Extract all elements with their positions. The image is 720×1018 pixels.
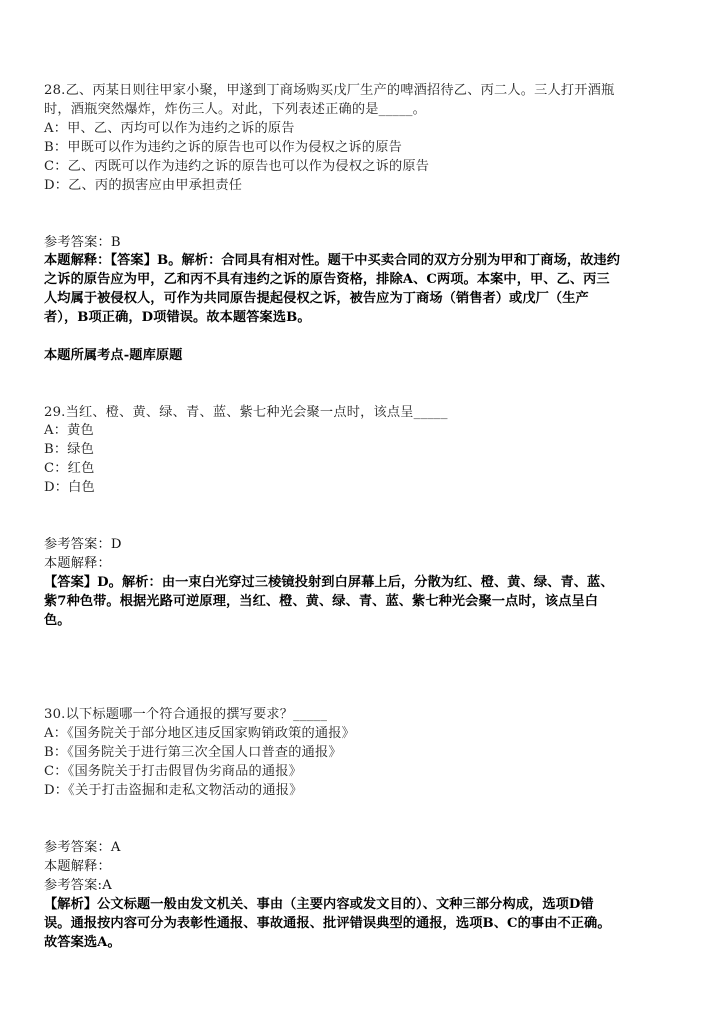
q30-stem: 30.以下标题哪一个符合通报的撰写要求？_____ — [44, 707, 328, 722]
q30-option-b: B：《国务院关于进行第三次全国人口普查的通报》 — [44, 745, 342, 760]
q29-explanation-label: 本题解释： — [44, 556, 111, 571]
q30-option-d: D：《关于打击盗掘和走私文物活动的通报》 — [44, 783, 303, 798]
q28-stem-line-2: 时，酒瓶突然爆炸，炸伤三人。对此，下列表述正确的是_____。 — [44, 102, 427, 117]
q30-option-a: A：《国务院关于部分地区违反国家购销政策的通报》 — [44, 726, 356, 741]
q30-explanation-label: 本题解释： — [44, 859, 111, 874]
q28-option-c: C：乙、丙既可以作为违约之诉的原告也可以作为侵权之诉的原告 — [44, 159, 430, 174]
q29-option-a: A：黄色 — [44, 423, 94, 438]
q28-explanation-line-3: 人均属于被侵权人，可作为共同原告提起侵权之诉，被告应为丁商场（销售者）或戊厂（生产 — [44, 291, 589, 306]
q29-explanation-line-2: 紫7种色带。根据光路可逆原理，当红、橙、黄、绿、青、蓝、紫七种光会聚一点时，该点呈白 — [44, 594, 599, 609]
q28-explanation-line-2: 之诉的原告应为甲，乙和丙不具有违约之诉的原告资格，排除A、C两项。本案中，甲、乙、丙三 — [44, 272, 610, 287]
q30-explanation-line-2: 误。通报按内容可分为表彰性通报、事故通报、批评错误典型的通报，选项B、C的事由不正确。 — [44, 916, 611, 931]
q29-option-b: B：绿色 — [44, 442, 95, 457]
q28-explanation-line-1: 本题解释：【答案】B。解析：合同具有相对性。题干中买卖合同的双方分别为甲和丁商场，故违约 — [44, 253, 621, 268]
q28-option-b: B：甲既可以作为违约之诉的原告也可以作为侵权之诉的原告 — [44, 140, 402, 155]
q29-reference-answer: 参考答案：D — [44, 537, 122, 552]
q29-stem: 29.当红、橙、黄、绿、青、蓝、紫七种光会聚一点时，该点呈_____ — [44, 405, 448, 420]
q30-option-c: C：《国务院关于打击假冒伪劣商品的通报》 — [44, 764, 303, 779]
q28-reference-answer: 参考答案：B — [44, 235, 121, 250]
q28-source-note: 本题所属考点-题库原题 — [44, 348, 183, 363]
q28-option-a: A：甲、乙、丙均可以作为违约之诉的原告 — [44, 121, 295, 136]
q28-option-d: D：乙、丙的损害应由甲承担责任 — [44, 178, 243, 193]
q29-explanation-line-3: 色。 — [44, 613, 71, 628]
q29-option-d: D：白色 — [44, 480, 95, 495]
q30-reference-answer-repeat: 参考答案:A — [44, 878, 112, 893]
q30-explanation-line-1: 【解析】公文标题一般由发文机关、事由（主要内容或发文目的）、文种三部分构成，选项D错 — [44, 897, 594, 912]
q29-option-c: C：红色 — [44, 461, 95, 476]
q28-explanation-line-4: 者），B项正确，D项错误。故本题答案选B。 — [44, 310, 311, 325]
q30-reference-answer: 参考答案：A — [44, 840, 121, 855]
q28-stem-line-1: 28.乙、丙某日则往甲家小聚，甲遂到丁商场购买戊厂生产的啤酒招待乙、丙二人。三人打开酒瓶 — [44, 83, 615, 98]
q30-explanation-line-3: 故答案选A。 — [44, 935, 121, 950]
q29-explanation-line-1: 【答案】D。解析：由一束白光穿过三棱镜投射到白屏幕上后，分散为红、橙、黄、绿、青、蓝、 — [44, 575, 614, 590]
